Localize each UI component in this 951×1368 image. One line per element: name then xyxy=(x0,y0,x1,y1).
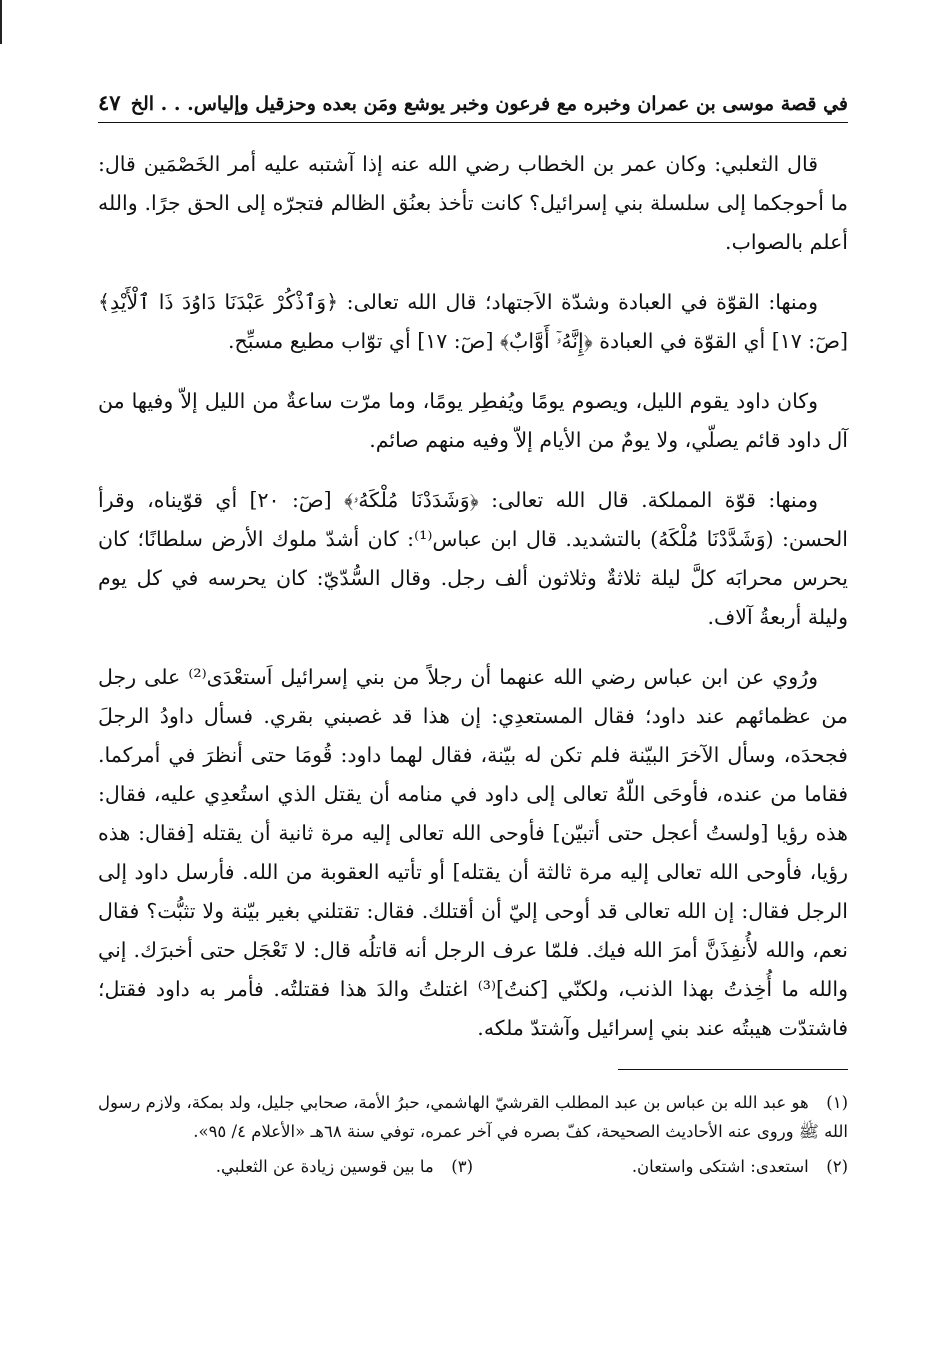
book-page xyxy=(98,86,848,1356)
paragraph: وكان داود يقوم الليل، ويصوم يومًا ويُفطِر يومًا، وما مرّت ساعةٌ من الليل إلاّ وفيها من آل داود قائم يصلّي، ولا يومٌ من الأيام إلاّ وفيه منهم صائم. xyxy=(98,389,848,452)
header-title: في قصة موسى بن عمران وخبره مع فرعون وخبر يوشع ومَن بعده وحزقيل وإلياس. . . الخ xyxy=(130,93,848,115)
footnote-separator xyxy=(618,1069,848,1070)
footnote-text: ما بين قوسين زيادة عن الثعلبي. xyxy=(215,1157,434,1176)
header-rule xyxy=(98,122,848,123)
footnote xyxy=(98,1088,848,1146)
running-header xyxy=(98,86,848,120)
footnote-number: (٢) xyxy=(826,1157,848,1176)
scan-edge-mark xyxy=(0,0,2,44)
footnote-text: هو عبد الله بن عباس بن عبد المطلب القرشيّ الهاشمي، حبرُ الأمة، صحابي جليل، ولد بمكة، ولازم رسول الله ﷺ وروى عنه الأحاديث الصحيحة، كفّ بصره في آخر عمره، توفي سنة ٦٨هـ «الأعلام ٤/ ٩٥». xyxy=(98,1093,848,1141)
footnote-number: (٣) xyxy=(451,1157,473,1176)
footnote-text: استعدى: اشتكى واستعان. xyxy=(631,1157,809,1176)
footnote-number: (١) xyxy=(826,1093,848,1112)
paragraph: ورُوي عن ابن عباس رضي الله عنهما أن رجلاً من بني إسرائيل اَستعْدَى⁽²⁾ على رجل من عظمائهم عند داود؛ فقال المستعدِي: إن هذا قد غصبني بقري. فسأل داودُ الرجلَ فجحدَه، وسأل الآخرَ البيّنة فلم تكن له بيّنة، فقال لهما داود: قُومَا حتى أنظرَ في أمركما. فقاما من عنده، فأوحَى اللّهُ تعالى إلى داود في منامه أن يقتل الذي استُعدِي عليه، فقال: هذه رؤيا [ولستُ أعجل حتى أتبيّن] فأوحى الله تعالى إليه مرة ثانية أن يقتله [فقال: هذه رؤيا، فأوحى الله تعالى إليه مرة ثالثة أن يقتله] أو تأتيه العقوبة من الله. فأرسل داود إلى الرجل فقال: إن الله تعالى قد أوحى إليّ أن أقتلك. فقال: تقتلني بغير بيّنة ولا تثبُّت؟ فقال نعم، والله لأُنفِذَنَّ أمرَ الله فيك. فلمّا عرف الرجل أنه قاتلُه قال: لا تَعْجَل حتى أخبرَك. إني والله ما أُخِذتُ بهذا الذنب، ولكنّي [كنتُ]⁽³⁾ اغتلتُ والدَ هذا فقتلتُه. فأمر به داود فقتل؛ فاشتدّت هيبتُه عند بني إسرائيل وآشتدّ ملكه. xyxy=(98,665,849,1040)
paragraph: ومنها: قوّة المملكة. قال الله تعالى: ﴿وَشَدَدْنَا مُلْكَهُۥ﴾ [صٓ: ٢٠] أي قوّيناه، وقرأ الحسن: (وَشَدَّدْنَا مُلْكَهُ) بالتشديد. قال ابن عباس⁽¹⁾: كان أشدّ ملوك الأرض سلطانًا؛ كان يحرس محرابَه كلَّ ليلة ثلاثةٌ وثلاثون ألف رجل. وقال السُّدّيّ: كان يحرسه في كل يوم وليلة أربعةُ آلاف. xyxy=(98,488,848,629)
main-text xyxy=(98,145,848,1048)
footnote xyxy=(98,1152,473,1181)
paragraph: قال الثعلبي: وكان عمر بن الخطاب رضي الله عنه إذا آشتبه عليه أمر الخَصْمَين قال: ما أحوجكما إلى سلسلة بني إسرائيل؟ كانت تأخذ بعنُق الظالم فتجرّه إلى الحق جرًا. والله أعلم بالصواب. xyxy=(98,152,848,254)
paragraph: ومنها: القوّة في العبادة وشدّة الاَجتهاد؛ قال الله تعالى: ﴿وَٱذْكُرْ عَبْدَنَا دَاوُدَ ذَا ٱلْأَيْدِ﴾ [صٓ: ١٧] أي القوّة في العبادة ﴿إِنَّهُۥٓ أَوَّابٌ﴾ [صٓ: ١٧] أي توّاب مطيع مسبِّح. xyxy=(98,290,848,353)
page-number: ٤٧ xyxy=(98,90,121,115)
footnote-row xyxy=(98,1152,848,1181)
footnote xyxy=(473,1152,848,1181)
footnotes xyxy=(98,1088,848,1181)
